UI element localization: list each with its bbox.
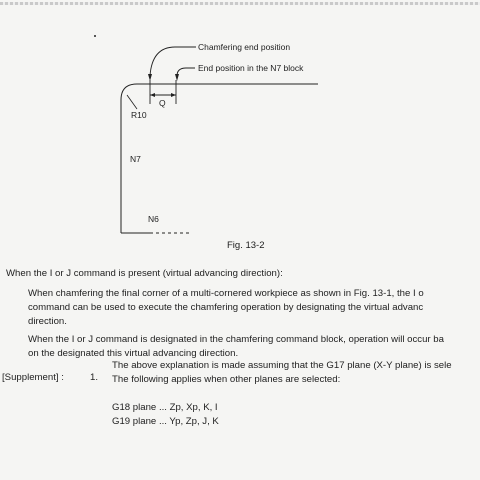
q-arrow-left xyxy=(150,93,155,97)
para1-line2: command can be used to execute the chamfering operation by designating the virtual advanc xyxy=(28,302,424,313)
item-line1: The above explanation is made assuming that the G17 plane (X-Y plane) is sele xyxy=(112,360,452,371)
chamfer-end-arrowhead xyxy=(148,74,152,81)
chamfer-end-leader xyxy=(150,47,196,76)
g18-line: G18 plane ... Zp, Xp, K, I xyxy=(112,402,218,413)
section-heading: When the I or J command is present (virtual advancing direction): xyxy=(6,268,283,279)
r10-leader xyxy=(127,95,137,109)
q-label: Q xyxy=(159,98,166,108)
end-position-label: End position in the N7 block xyxy=(198,63,304,73)
para1-line3: direction. xyxy=(28,316,67,327)
figure-caption: Fig. 13-2 xyxy=(227,240,265,251)
g19-line: G19 plane ... Yp, Zp, J, K xyxy=(112,416,219,427)
n7-label: N7 xyxy=(130,154,141,164)
item-line2: The following applies when other planes are selected: xyxy=(112,374,341,385)
end-position-leader xyxy=(177,68,195,76)
para2-line1: When the I or J command is designated in the chamfering command block, operation will occur ba xyxy=(28,334,444,345)
r10-label: R10 xyxy=(131,110,147,120)
supplement-label: [Supplement] : xyxy=(2,372,64,383)
q-arrow-right xyxy=(171,93,176,97)
end-position-arrowhead xyxy=(175,74,179,81)
para2-line2: on the designated this virtual advancing direction. xyxy=(28,348,239,359)
item-number: 1. xyxy=(90,372,99,383)
chamfer-end-label: Chamfering end position xyxy=(198,42,291,52)
n6-label: N6 xyxy=(148,214,159,224)
para1-line1: When chamfering the final corner of a multi-cornered workpiece as shown in Fig. 13-1, the I o xyxy=(28,288,424,299)
